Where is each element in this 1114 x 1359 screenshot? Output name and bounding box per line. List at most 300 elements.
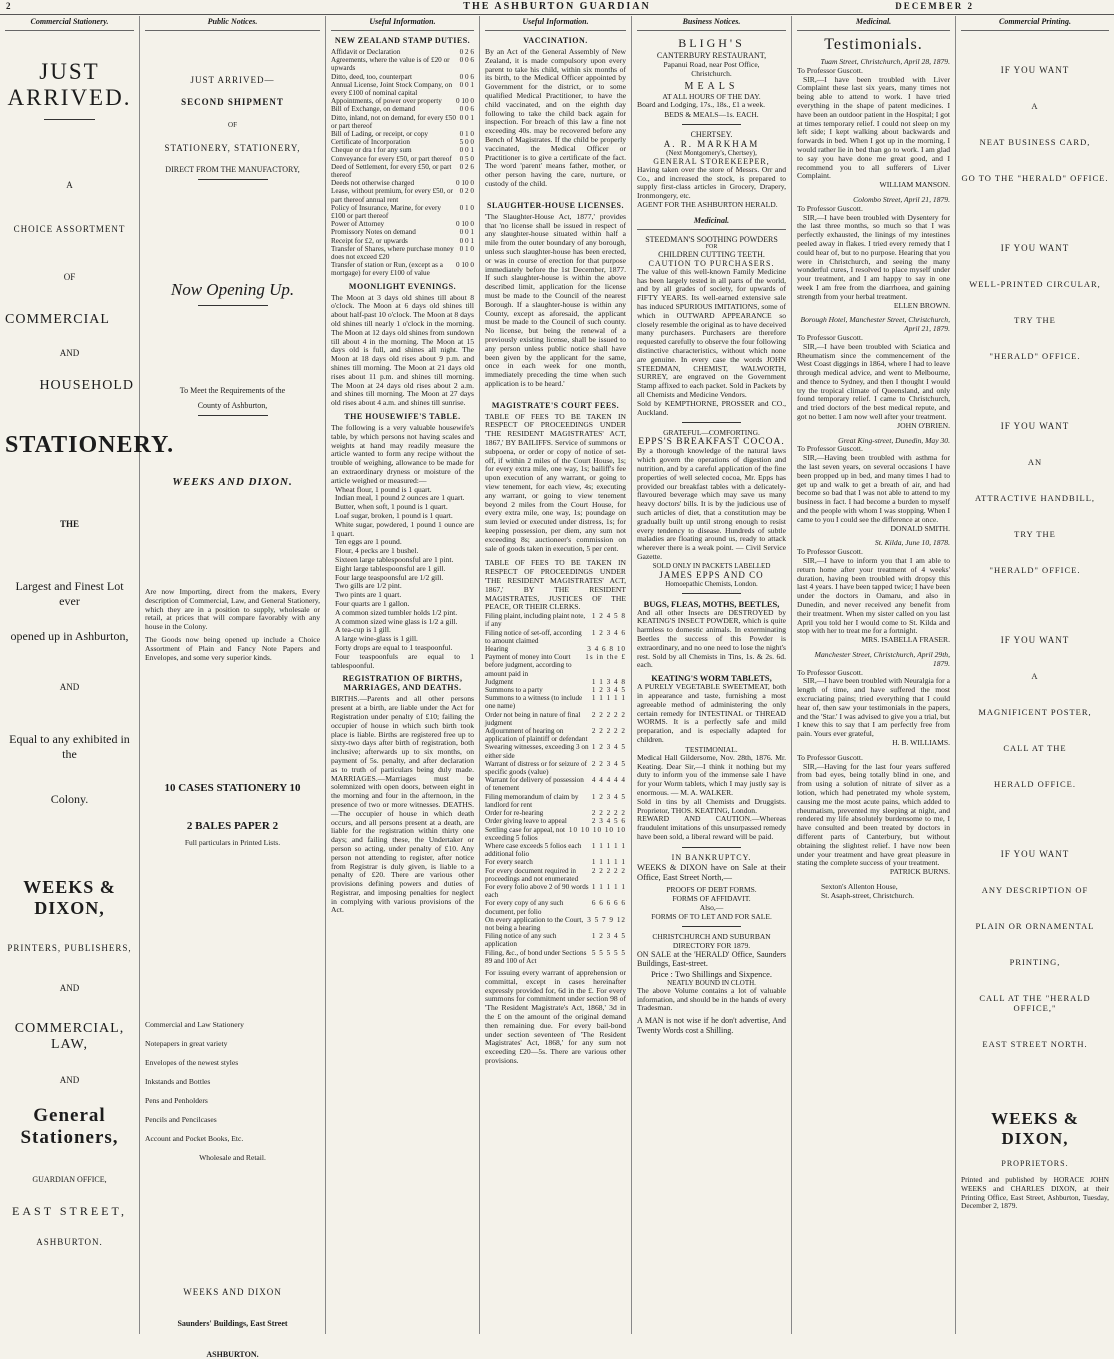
ad-line: SOLD ONLY IN PACKETS LABELLED [652,561,771,570]
notice-line: JUST ARRIVED— [190,75,275,85]
ad-line: BLIGH'S [678,36,745,50]
ad-line: IF YOU WANT [1000,65,1070,75]
ad-line: Papanui Road, near Post Office, [663,60,760,69]
ad-line: CHRISTCHURCH AND SUBURBAN DIRECTORY FOR 1879. [652,931,771,950]
fee-row [485,743,626,759]
ad-body: A PURELY VEGETABLE SWEETMEAT, both in appearance and taste, furnishing a most agreeable method of administering the only certain remedy for INTESTINAL or THREAD WORMS. It is a perfectly safe and mild preparation, and is especially adapted for children. [637,682,786,745]
testimonial-letter [797,754,950,877]
fee-row [485,883,626,899]
measure-item: A large wine-glass is 1 gill. [335,634,418,644]
divider [198,305,268,306]
fee-values: 2 2 2 2 2 [591,727,626,736]
notice-line: WEEKS AND DIXON [183,1287,282,1298]
ad-line: ATTRACTIVE HANDBILL, [974,493,1096,503]
ad-headline: General Stationers, [20,1105,119,1148]
fee-values: 2 2 2 2 2 [591,866,626,875]
ad-line: Price : Two Shillings and Sixpence. [650,968,773,979]
ad-line: CHOICE ASSORTMENT [13,224,126,234]
ad-line: KEATING'S WORM TABLETS, [651,673,772,684]
duty-item: Receipt for £2, or upwards [331,236,408,245]
fee-row [485,809,626,817]
printing-ad [961,421,1109,575]
list-item: Commercial and Law Stationery [145,1020,244,1030]
ad-line: EPPS'S BREAKFAST COCOA. [638,437,785,448]
fee-item: Adjournment of hearing on application of plaintiff or defendant [485,727,588,744]
fee-values: 1 2 3 4 5 [591,792,626,801]
ad-line: Also,— [699,902,724,912]
ad-line: BUGS, FLEAS, MOTHS, BEETLES, [643,598,780,609]
duty-amount: 0 0 6 [459,72,474,81]
list-item: Wholesale and Retail. [199,1153,266,1163]
ad-line: AGENT FOR THE ASHBURTON HERALD. [637,199,778,209]
duty-amount: 0 0 6 [459,56,474,65]
section-title: MOONLIGHT EVENINGS. [348,281,457,291]
ad-line: HOUSEHOLD [39,378,134,393]
letter-signature: MRS. ISABELLA FRASER. [861,635,950,645]
ad-line: NEAT BUSINESS CARD, [979,137,1091,147]
notice-line: County of Ashburton, [197,401,268,410]
list-item: Inkstands and Bottles [145,1077,211,1087]
fee-row [485,776,626,792]
ad-body: Having taken over the store of Messrs. Orr and Co., and increased the stock, is prepared to supply first-class articles in Grocery, Drapery, Ironmongery, etc. [637,164,786,201]
fee-values: 1 1 3 4 8 [591,677,626,686]
duty-amount: 0 0 1 [459,113,474,122]
ad-headline: JUST ARRIVED. [7,59,132,110]
measure-item: Indian meal, 1 pound 2 ounces are 1 quart. [335,493,465,503]
fee-item: On every application to the Court, not being a hearing [485,915,584,932]
testimonial-letter [797,316,950,430]
fee-values: 1 1 1 1 1 [591,882,626,891]
duty-row [331,187,474,203]
ad-line: FOR [705,243,718,250]
duty-item: Ditto, deed, too, counterpart [331,72,413,81]
ad-line: CHERTSEY. [690,129,733,139]
fee-row [485,793,626,809]
measure-item: Eight large tablespoonsful are 1 gill. [335,563,446,573]
measure-item: White sugar, powdered, 1 pound 1 ounce are 1 quart. [331,519,474,538]
column-header: Useful Information. [485,16,626,31]
section-body: BIRTHS.—Parents and all other persons present at a birth, are liable under the Act for Registration under penalty of £10; failing the occupier of house in which such birth took place is liable. Births are registered free up to sixty-two days after birth of registration, both inclusive; afterwards up to six months, on payment of 5s. penalty, and after declaration as to truth of particulars being duly made. MARRIAGES.—Marriages must be solemnized with open doors, between eight in the morning and four in the afternoon, in the presence of two or more witnesses. DEATHS.—The occupier of house in which death occurs, and all persons present at a death, are liable for the registration within thirty one days; and failing these, the Undertaker or person so acting, under penalty of £10. Any person not attending to register, after notice from Registrar is duly given, is liable to a penalty of £20. There are various other provisions defining powers and duties of Registrar, and imposing penalties for neglect in complying with various provisions of the Act. [331,694,474,915]
measure-item: Flour, 4 pecks are 1 bushel. [335,546,419,556]
ad-line: JAMES EPPS AND CO [659,569,764,580]
letter-recipient: To Professor Guscott. [797,444,863,454]
ad-line: opened up in Ashburton, [10,629,129,643]
measure-item: Two pints are 1 quart. [335,590,402,600]
fee-values: 3 4 6 8 10 [587,645,626,654]
fee-item: Warrant of distress or for seizure of specific goods (value) [485,759,588,777]
ad-line: CHILDREN CUTTING TEETH. [658,249,765,259]
fee-item: Hearing [485,645,509,654]
column-commercial-stationery [0,16,175,1334]
fee-row [485,916,626,932]
fee-item: Where case exceeds 5 folios each additional folio [485,841,582,859]
ad-line: A [1031,671,1039,681]
ad-line: COMMERCIAL [5,312,110,327]
fee-values: 2 2 3 4 5 [591,759,626,768]
masthead-date: DECEMBER 2 [895,1,974,11]
ad-line: Christchurch. [691,69,732,78]
ad-line: AND [59,682,80,692]
ad-line: GO TO THE "HERALD" OFFICE. [961,173,1109,183]
notice-line: ASHBURTON. [206,1350,259,1359]
fee-item: Filing notice of set-off, according to amount claimed [485,628,582,645]
ad-line: CALL AT THE [1003,743,1067,753]
testimonial-letter [797,437,950,534]
duty-row [331,228,474,236]
section-body: The Moon at 3 days old shines till about 8 o'clock. The Moon at 6 days old shines till about half-past 10 o'clock. The Moon at 8 days old shines till nearly 1 o'clock in the morning. The Moon at 12 days old shines from sundown till about 4 in the morning. The Moon at 15 days old is full, and shines all night. The Moon at 18 days old rises about 9 p.m. and shines till morning. The Moon at 21 days old rises about 11 p.m. and shines till morning. The Moon at 24 days old rises about 2 a.m. and shines till morning. The Moon at 27 days old rises about 4 a.m. and shines till sunrise. [331,292,475,408]
duty-row [331,73,474,81]
fee-item: Summons to a party [485,686,543,695]
fee-values: 5 5 5 5 5 [591,948,626,957]
fee-values: 1 1 1 1 1 [591,841,626,850]
measure-item: Four quarts are 1 gallon. [335,598,410,608]
section-title: THE HOUSEWIFE'S TABLE. [344,412,461,422]
divider [682,926,742,927]
divider [682,593,742,594]
ad-line: MAGNIFICENT POSTER, [978,707,1092,717]
duty-row [331,204,474,220]
section-body: By an Act of the General Assembly of New Zealand, it is made compulsory upon every parent to take his child, within six months of its birth, to the Medical Officer appointed by Government for the district, or to some qualified Medical Practitioner, to have the child vaccinated, and on the eighth day following to take the child back again for inspection. For breach of this law a fine not exceeding 40s. may be recovered before any Bench of Magistrates. If the child be properly vaccinated, the Medical Officer or Practitioner is to give a certificate of the fact. The word 'parent' means father, mother, or other person having the care, nurture, or custody of the child. [485,47,626,188]
letter-address: Borough Hotel, Manchester Street, Christchurch, April 21, 1879. [800,315,950,334]
fee-values: 1 2 4 5 8 [591,612,626,621]
divider [682,422,742,423]
measure-item: Forty drops are equal to 1 teaspoonful. [335,642,453,652]
notice-line: 10 CASES STATIONERY 10 [164,782,301,795]
duty-item: Conveyance for every £50, or part thereof [331,154,452,163]
fee-row [485,686,626,694]
fee-row [485,711,626,727]
letter-body: SIR,—I have to inform you that I am able to return home after your treatment of 4 weeks' duration, having been troubled with dropsy this last 4 years. I have been tapped twice; I have been under the doctors in Oamaru, and also in Dunedin, and never received any benefit from their treatment. When my sister called on you last April you told her I would come to St. Kilda and stop with her to treat me for a fortnight. [797,556,950,636]
notice-line: Saunders' Buildings, East Street [177,1319,288,1329]
ad-line: GRATEFUL—COMFORTING. [663,428,760,438]
fee-values: 4 4 4 4 4 [591,776,626,785]
letter-signature: JOHN O'BRIEN. [897,420,950,430]
duty-item: Cheque or dra t for any sum [331,146,412,155]
notice-line: SECOND SHIPMENT [181,97,284,107]
page-number: 2 [6,1,13,11]
notice-headline: Now Opening Up. [170,280,295,299]
ad-body: The value of this well-known Family Medicine has been largely tested in all parts of the world, and by all grades of society, for upwards of FIFTY YEARS. Its well-earned extensive sale has induced SPURIOUS IMITATIONS, some of which in OUTWARD APPEARANCE so closely resemble the original as to have deceived many purchasers. Purchasers are therefore requested carefully to observe the four following distinctive characteristics, without which none are genuine. In every case the words JOHN STEEDMAN, CHEMIST, WALWORTH, SURREY, are engraved on the Government Stamp affixed to each packet. Sold in Packets by all Chemists and Medicine Vendors. [637,266,786,399]
duty-item: Annual License, Joint Stock Company, on every £100 of nominal capital [331,80,453,98]
list-item: Notepapers in great variety [145,1039,228,1049]
testimonial-list [797,58,950,877]
section-body: The following is a very valuable housewife's table, by which persons not having scales and weights at hand may readily measure the article wanted to form any recipe without the trouble of weighing, allowance to be made for an extraordinary dryness or moisture of the article weighed or measured:— [331,423,474,485]
duty-amount: 0 2 6 [459,48,474,56]
divider [198,415,268,416]
ad-line: OF [63,272,76,282]
ad-body: A MAN is not wise if he don't advertise, And Twenty Words cost a Shilling. [637,1016,786,1035]
ad-line: AND [59,348,80,358]
letter-body: SIR,—I have been troubled with Sciatica and Rheumatism since the commencement of the West Coast diggings in 1864, where I had to leave through medical advice, and went to Melbourne, and thence to Sydney, and then I thought I would try the tropical climate of Queensland, and only found temporary relief. I came to Christchurch, and tried doctors of the best medical repute, and got no better. I am now well after your treatment. [797,341,950,422]
fees-table [485,612,626,965]
ad-line: IF YOU WANT [1000,635,1070,645]
duty-amount: 0 10 0 [456,179,474,188]
fee-item: Summons to a witness (to include one name) [485,694,583,711]
duty-row [331,81,474,97]
measure-item: A common sized tumbler holds 1/2 pint. [335,607,458,617]
ad-line: CAUTION TO PURCHASERS. [648,258,775,268]
letter-recipient: To Professor Guscott. [797,65,863,75]
fee-item: Filing plaint, including plaint note, if any [485,612,586,629]
duty-row [331,220,474,228]
notice-line: Full particulars in Printed Lists. [184,838,281,848]
notice-headline: WEEKS AND DIXON. [172,476,293,488]
ad-line: AT ALL HOURS OF THE DAY. [662,92,761,101]
ad-line: STEEDMAN'S SOOTHING POWDERS [645,234,778,244]
duty-amount: 0 1 0 [459,130,474,139]
notice-line: OF [228,121,237,129]
duty-amount: 0 2 0 [459,187,474,196]
letter-recipient: To Professor Guscott. [797,203,863,213]
duty-row [331,237,474,245]
letter-signature: WILLIAM MANSON. [879,180,950,190]
fee-row [485,653,626,678]
section-body: TABLE OF FEES TO BE TAKEN IN RESPECT OF PROCEEDINGS UNDER 'THE RESIDENT MAGISTRATES' ACT, 1867,' BY THE RESIDENT MAGISTRATES, JUSTICES OF THE PEACE, OR THEIR CLERKS. [485,558,626,612]
fee-item: Filing notice of any such application [485,932,557,949]
fee-values: 1 1 1 1 1 [591,694,626,703]
column-header: Medicinal. [797,16,950,31]
duty-amount: 0 0 1 [459,228,474,237]
ad-line: EAST STREET, [12,1204,127,1218]
testimonial-letter [797,58,950,190]
fee-values: 2 2 2 2 2 [591,809,626,818]
duty-item: Affidavit or Declaration [331,48,401,56]
fee-item: For every search [485,858,533,867]
fee-item: Payment of money into Court before judgment, according to amount paid in [485,653,572,678]
ad-line: TRY THE [1014,529,1056,539]
ad-line: IF YOU WANT [1000,849,1070,859]
measure-item: Four large teaspoonsful are 1/2 gill. [335,572,444,582]
ad-line: FORMS OF TO LET AND FOR SALE. [651,911,772,921]
ad-line: CALL AT THE "HERALD OFFICE," [979,993,1091,1013]
ad-line: AND [59,1075,80,1085]
masthead-title: THE ASHBURTON GUARDIAN [463,1,651,12]
duty-row [331,56,474,72]
ad-line: PRINTERS, PUBLISHERS, [7,943,132,953]
stamp-duties-table [331,48,474,278]
fee-row [485,694,626,710]
column-header: Public Notices. [145,16,320,31]
ad-body: REWARD AND CAUTION.—Whereas fraudulent imitations of this unsurpassed remedy have been sold, a liberal reward will be paid. [637,814,786,842]
ad-line: THE [59,519,79,529]
duty-row [331,97,474,105]
measure-item: Sixteen large tablespoonsful are 1 pint. [335,555,454,564]
fee-values: 1 2 3 4 5 [591,932,626,941]
ad-line: PROOFS OF DEBT FORMS. [666,884,757,894]
letter-address: Tuam Street, Christchurch, April 28, 1879. [820,57,950,66]
fee-row [485,817,626,825]
duty-item: Transfer of station or Run, (except as a mortgage) for every £100 of value [331,261,443,278]
ad-headline: WEEKS & DIXON, [23,877,116,918]
duty-item: Bill of Lading, or receipt, or copy [331,130,429,139]
fee-item: Order for re-hearing [485,809,544,818]
ad-line: EAST STREET NORTH. [982,1039,1088,1049]
testimonial-footer: St. Asaph-street, Christchurch. [821,890,915,900]
measure-item: Loaf sugar, broken, 1 pound is 1 quart. [335,511,453,521]
section-title: MAGISTRATE'S COURT FEES. [491,400,620,410]
fee-values: 6 6 6 6 6 [591,899,626,908]
list-item: Account and Pocket Books, Etc. [145,1134,244,1144]
duty-amount: 0 0 6 [459,105,474,114]
ad-body: WEEKS & DIXON have on Sale at their Office, East Street North,— [637,861,786,882]
duty-amount: 5 0 0 [459,138,474,147]
fee-item: Order giving leave to appeal [485,817,567,826]
ad-line: AN [1027,457,1043,467]
duty-row [331,114,474,130]
letter-signature: H. B. WILLIAMS. [892,737,950,747]
duty-row [331,130,474,138]
ad-line: BEDS & MEALS—1s. EACH. [664,109,759,119]
section-title: SLAUGHTER-HOUSE LICENSES. [487,200,624,210]
ad-line: "HERALD" OFFICE. [989,351,1081,361]
fee-item: For every folio above 2 of 90 words each [485,882,589,900]
ad-body: The above Volume contains a lot of valuable information, and should be in the hands of every Tradesman. [637,985,786,1013]
letter-signature: DONALD SMITH. [890,523,950,533]
ad-line: Largest and Finest Lot ever [15,579,124,608]
section-title: NEW ZEALAND STAMP DUTIES. [334,36,471,45]
duty-amount: 0 0 1 [459,80,474,89]
ad-line: Sold by KEMPTHORNE, PROSSER and CO., Auckland. [637,398,786,417]
fee-item: Warrant for delivery of possession of tenement [485,776,584,793]
ad-line: "HERALD" OFFICE. [989,565,1081,575]
column-commercial-printing [956,16,1114,1334]
duty-amount: 0 10 0 [456,261,474,270]
duty-row [331,261,474,277]
duty-row [331,179,474,187]
brand-name: WEEKS & DIXON, [991,1109,1079,1148]
letter-recipient: To Professor Guscott. [797,667,863,677]
fee-values: 1 2 3 4 6 [591,628,626,637]
fee-item: For every document required in proceedings and not enumerated [485,866,579,883]
duty-item: Transfer of Shares, where purchase money does not exceed £20 [331,244,454,262]
letter-recipient: To Professor Guscott. [797,752,863,762]
fee-row [485,949,626,965]
fee-row [485,842,626,858]
column-useful-information-2 [480,16,632,1334]
fee-values: 2 2 2 2 2 [591,710,626,719]
measure-item: Wheat flour, 1 pound is 1 quart. [335,484,432,494]
ad-line: IF YOU WANT [1000,243,1070,253]
duty-row [331,155,474,163]
duty-row [331,245,474,261]
fee-item: Settling case for appeal, not exceeding 5 folios [485,825,566,842]
letter-address: Manchester Street, Christchurch, April 29th, 1879. [814,650,950,668]
duty-item: Lease, without premium, for every £50, or part thereof annual rent [331,187,453,204]
section-header: Medicinal. [637,215,786,230]
divider [682,124,742,125]
fee-row [485,826,626,842]
fee-values: 3 5 7 9 12 [587,915,626,924]
ad-line: Colony. [50,792,89,806]
duty-amount: 0 10 0 [456,220,474,229]
ad-line: GUARDIAN OFFICE, [32,1175,107,1184]
ad-line: A [66,180,73,190]
ad-line: COMMERCIAL, LAW, [14,1021,125,1052]
column-header: Commercial Stationery. [5,16,134,31]
divider [198,179,268,180]
testimonial-letter [797,539,950,645]
measure-item: Four teaspoonfuls are equal to 1 tablespoonful. [331,651,474,670]
section-title: VACCINATION. [523,36,588,45]
letter-recipient: To Professor Guscott. [797,547,863,557]
duty-amount: 0 2 6 [459,162,474,171]
ad-line: IN BANKRUPTCY. [671,852,752,862]
column-header: Business Notices. [637,16,786,31]
duty-amount: 0 10 0 [456,97,474,106]
brand-subtitle: PROPRIETORS. [1001,1159,1069,1168]
measure-item: A common sized wine glass is 1/2 a gill. [335,616,458,626]
fee-row [485,612,626,628]
letter-address: St. Kilda, June 10, 1878. [874,538,950,548]
column-public-notices [140,16,326,1359]
fee-row [485,867,626,883]
duty-row [331,105,474,113]
fee-item: Order not being in nature of final judgment [485,710,581,727]
ad-line: CANTERBURY RESTAURANT, [656,51,767,60]
letter-signature: ELLEN BROWN. [893,300,950,310]
duty-item: Ditto, inland, not on demand, for every £50 or part thereof [331,113,456,130]
duty-item: Promissory Notes on demand [331,228,416,237]
ad-line: Homoepathic Chemists, London. [665,579,758,588]
column-medicinal [792,16,956,1334]
fee-values: 1 2 3 4 5 [591,686,626,695]
letter-body: SIR,—Having been troubled with asthma for the last seven years, on several occasions I have been propped up in bed, and many times I had to get up and walk to get a breath of air, and had become so bad that I was not able to attend to my business in fact. I had become a burden to myself and the people with whom I was stopping. When I came to you I could see the difference at once. [797,453,950,524]
notice-body: The Goods now being opened up include a Choice Assortment of Plain and Fancy Note Papers and Envelopes, and some very superior kinds. [145,634,320,662]
masthead [0,0,1114,15]
notice-line: To Meet the Requirements of the [179,386,286,395]
duty-item: Deeds not otherwise charged [331,179,415,188]
fee-row [485,858,626,866]
notice-line: 2 BALES PAPER 2 [186,820,279,833]
measure-item: Butter, when soft, 1 pound is 1 quart. [335,502,448,512]
letter-body: SIR,—I have been troubled with Liver Complaint these last six years, many times not being able to attend to work. I have tried everything in the shape of patent medicines. I have been an outdoor patient in the Hospital; I got at times temporary relief. I could not sleep on my left side; I kept walking about backwards and forwards in bed. When I got up in the morning, I would rather lie in bed than go to work. I am glad to say you have done me great good, and I recommend you to all sufferers of Liver Complaint. [797,74,950,181]
duty-row [331,48,474,56]
duty-item: Power of Attorney [331,220,385,229]
fee-row [485,932,626,948]
fee-item: Filing memorandum of claim by landlord for rent [485,792,579,809]
ad-line: Board and Lodging, 17s., 18s., £1 a week. [637,100,766,109]
letter-body: SIR,—Having for the last four years suffered from bad eyes, being totally blind in one, and from using a solution of nitrate of silver as a lotion, which had penetrated my whole system, causing me the most acute pains, which added to rheumatism, prevented my sleeping at night, and rendered my life absolutely burdensome to me, I have consulted and been treated by doctors in different parts of Canterbury, but without obtaining the slightest relief. I have now been under your treatment and have great pleasure in stating the complete success of your treatment. [797,761,950,868]
duty-item: Bill of Exchange, on demand [331,105,416,114]
testimonial-footer: Sexton's Allenton House, [821,881,898,891]
ad-body: And all other Insects are DESTROYED by KEATING'S INSECT POWDER, which is quite harmless to domestic animals. In exterminating Beetles the success of this Powder is extraordinary, and no one need to lose the night's rest. Sold by all Chemists in Tins, 1s. & 2s. 6d. each. [637,607,786,670]
imprint: Printed and published by HORACE JOHN WEEKS and CHARLES DIXON, at their Printing Office, East Street, Ashburton, Tuesday, December 2, 1879. [961,1175,1109,1211]
printing-ads [961,65,1109,1049]
letter-signature: PATRICK BURNS. [889,867,950,877]
fee-values: 1s in the £ [585,653,626,662]
list-item: Pencils and Pencilcases [145,1115,217,1125]
fee-item: For every copy of any such document, per folio [485,899,564,916]
fee-values: 10 10 10 10 10 [568,825,626,834]
ad-line: TESTIMONIAL. [685,744,738,754]
section-body: TABLE OF FEES TO BE TAKEN IN RESPECT OF PROCEEDINGS UNDER 'THE RESIDENT MAGISTRATES' ACT, 1867,' BY BAILIFFS. Service of summons or subpoena, or order or copy of notice of set-off, if within 2 miles of the Court House, 1s; for every extra mile, one way, 1s; bailiff's fee upon execution of any warrant, or going to view tenement, for each view, 4s; executing any warrant, or going to view tenement beyond 2 miles from the Court House, for every extra mile, one way, 1s; poundage on sum levied or executed under distress, 1s; for keeping possession, per diem, any sum not exceeding 8s; auctioneer's commission on sale of goods taken in execution, 5 per cent. [485,411,626,553]
fee-values: 1 2 3 4 5 [591,743,626,752]
column-header: Useful Information. [331,16,474,31]
testimonial-letter [797,651,950,748]
fee-row [485,727,626,743]
ad-line: GENERAL STOREKEEPER, [653,156,770,166]
notice-line: DIRECT FROM THE MANUFACTORY, [165,165,300,174]
duty-row [331,138,474,146]
ad-body: By a thorough knowledge of the natural laws which govern the operations of digestion and nutrition, and by a careful application of the fine properties of well selected cocoa, Mr. Epps has provided our breakfast tables with a delicately-flavoured beverage which may save us many heavy doctors' bills. It is by the judicious use of such articles of diet, that a constitution may be gradually built up until strong enough to resist every tendency to disease. Hundreds of subtle maladies are floating around us, ready to attack wherever there is a weak point. — Civil Service Gazette. [637,446,786,561]
list-item: Pens and Penholders [145,1096,208,1106]
notice-body: Are now Importing, direct from the makers, Every description of Commercial, Law, and General Stationery, which they are in a position to supply, wholesale or retail, at prices that will compare favorably with any house in the Colony. [145,587,320,632]
column-business-notices [632,16,792,1334]
duty-amount: 0 1 0 [459,244,474,253]
fee-row [485,899,626,915]
letter-address: Colombo Street, April 21, 1879. [853,194,950,204]
printing-ad [961,65,1109,183]
